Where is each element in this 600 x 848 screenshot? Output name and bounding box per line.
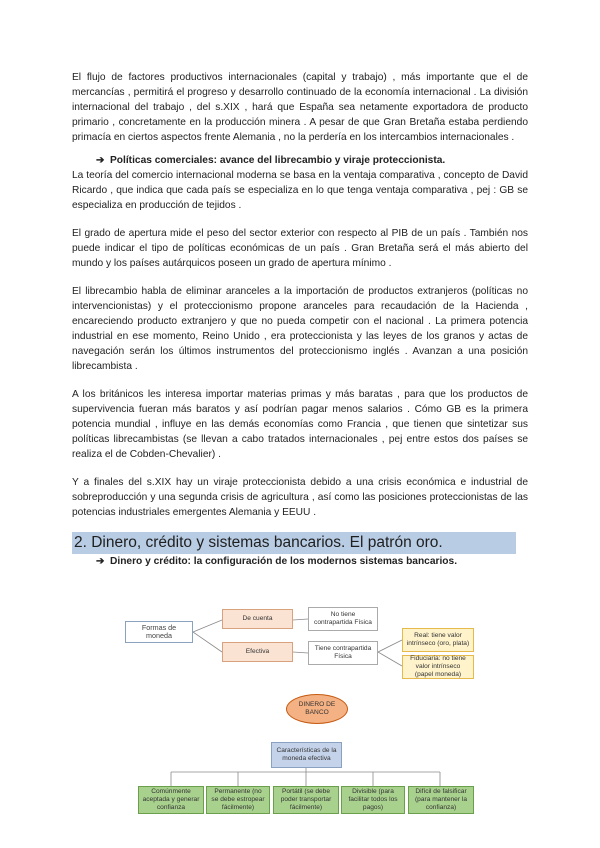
diagram-box-counterpart: Tiene contrapartida Física xyxy=(308,641,378,665)
arrow-icon: ➔ xyxy=(96,556,105,567)
diagram-box-cash-money: Efectiva xyxy=(222,642,293,662)
paragraph-openness: El grado de apertura mide el peso del sector exterior con respecto al PIB de un país . También nos puede indicar el tipo de políticas económicas de un país . Gran Bretaña será el más abierto del mundo y los países autárquicos poseen un grado de apertura mínimo . xyxy=(72,228,528,269)
paragraph-protectionist-turn: Y a finales del s.XIX hay un viraje proteccionista debido a una crisis económica e industrial de sobreproducción y una segunda crisis de agricultura , así como las posiciones proteccionistas de las potencias industriales emergentes Alemania y EEUU . xyxy=(72,477,528,518)
diagram-box-durable: Permanente (no se debe estropear fácilmente) xyxy=(206,786,270,814)
diagram-box-characteristics: Características de la moneda efectiva xyxy=(271,742,342,768)
diagram-box-real-money: Real: tiene valor intrínseco (oro, plata) xyxy=(402,628,474,652)
diagram-box-hard-to-forge: Difícil de falsificar (para mantener la confianza) xyxy=(408,786,474,814)
paragraph-factor-flows: El flujo de factores productivos internacionales (capital y trabajo) , más importante que el de mercancías , permitirá el progreso y desarrollo continuado de la economía internacional . La división internacional del trabajo , del s.XIX , hará que España sea netamente exportadora de producto primario , concretamente en la producción minera . A pesar de que Gran Bretaña estaba perdiendo primacía en ciertos aspectos frente Alemania , no la perdería en los intercambios internacionales . xyxy=(72,72,528,143)
arrow-icon: ➔ xyxy=(96,155,105,166)
diagram-box-fiduciary-money: Fiduciaria: no tiene valor intrínseco (papel moneda) xyxy=(402,655,474,679)
paragraph-comparative-advantage: La teoría del comercio internacional moderna se basa en la ventaja comparativa , concepto de David Ricardo , que indica que cada país se especializa en lo que tenga ventaja comparativa , pej : GB se especializa en producción de tejidos . xyxy=(72,170,528,211)
subheading-commercial-policies: ➔ Políticas comerciales: avance del librecambio y viraje proteccionista. xyxy=(96,155,446,166)
diagram-box-divisible: Divisible (para facilitar todos los pagos) xyxy=(341,786,405,814)
paragraph-british-interest: A los británicos les interesa importar materias primas y más baratas , para que los productos de supervivencia fueran más baratos y así podrían pagar menos salarios . Cómo GB es la primera potencia mundial , influye en las demás economías como Francia , que tienen que sintetizar sus políticas librecambistas (se llevan a cabo tratados internacionales , pej entre estos dos países se realiza el de Cobden-Chevalier) . xyxy=(72,389,528,460)
diagram-box-money-forms: Formas de moneda xyxy=(125,621,193,643)
section-heading-money: 2. Dinero, crédito y sistemas bancarios. El patrón oro. xyxy=(72,532,516,554)
diagram-box-portable: Portátil (se debe poder transportar fácilmente) xyxy=(273,786,339,814)
subheading-money-credit: ➔ Dinero y crédito: la configuración de los modernos sistemas bancarios. xyxy=(96,556,458,567)
diagram-box-trust: Comúnmente aceptada y generar confianza xyxy=(138,786,204,814)
paragraph-free-trade: El librecambio habla de eliminar aranceles a la importación de productos extranjeros (políticas no intervencionistas) y el proteccionismo propone aranceles para recaudación de la Hacienda , encareciendo producto extranjero y que no pueda competir con el nacional . La primera potencia industrial en ese momento, Reino Unido , era proteccionista y las leyes de los granos y actas de navegación serán los últimos instrumentos del proteccionismo inglés . Avanzan a una posición librecambista . xyxy=(72,286,528,372)
diagram-ellipse-bank-money: DINERO DE BANCO xyxy=(286,694,348,724)
diagram-box-account-money: De cuenta xyxy=(222,609,293,629)
diagram-box-no-counterpart: No tiene contrapartida Física xyxy=(308,607,378,631)
